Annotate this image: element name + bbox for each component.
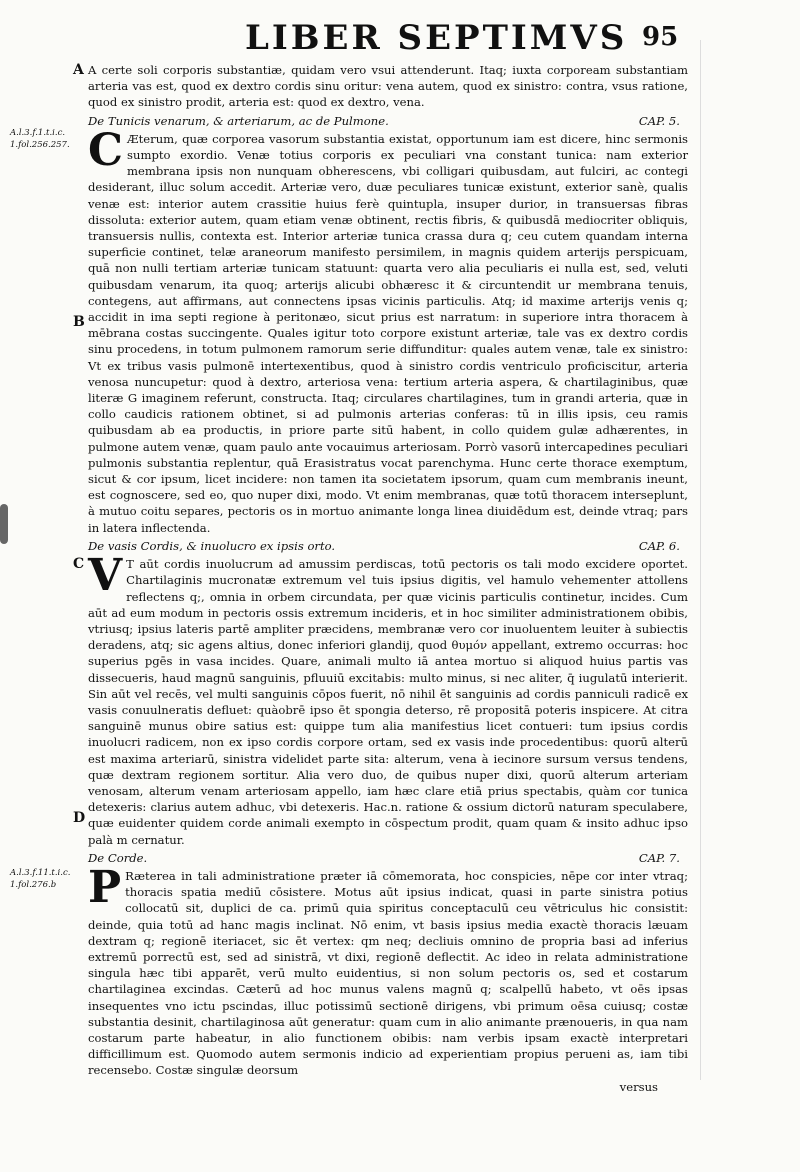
fold-shadow <box>700 40 701 1080</box>
running-title: LIBER SEPTIMVS <box>245 18 628 58</box>
chapter-7-text: Ræterea in tali administratione præter iā cōmemorata, hoc conspicies, nēpe cor inter vtraq; thoracis spatia mediū cōsistere. Motus aūt ipsius indicat, quasi in parte sinistra potius collocatū sit, duplici de ca. primū quia spiritus conceptaculū ceu vētriculus hic consistit: deinde, quia totū ad hanc magis inclinat. Nō enim, vt basis ipsius media exactè thoracis læuam dextram q; regionē iteriacet, sic ēt vertex: qm neq; decliuis omnino de propria basi ad inferius extremū porrectū est, sed ad sinistrā, vt dixi, regionē deflectit. Ac ideo in relata administratione singula hæc tibi apparēt, verū multo euidentius, si non solum pectoris os, sed et costarum chartilaginea excindas. Cæterū ad hoc munus valens magnū q; scalpellū habeto, vt oēs ipsas insequentes vno ictu pscindas, illuc potissimū sectionē dirigens, vbi primum oēsa cuiusq; costæ substantia desinit, chartilaginosa aūt generatur: quam cum in alio animante prænoueris, in qua nam costarum parte habeatur, in alio functionem obibis: nam verbis ipsam exactè interpretari difficillimum est. Quomodo autem sermonis indicio ad experientiam propius perueni as, iam tibi recensebo. Costæ singulæ deorsum <box>88 868 688 1078</box>
chapter-number: CAP. 6. <box>638 538 680 553</box>
chapter-heading-title: De Corde. <box>88 850 148 865</box>
margin-note: A.l.3.f.1.t.i.c. <box>10 128 66 138</box>
margin-section-letter: B <box>73 314 85 330</box>
chapter-heading-title: De vasis Cordis, & inuolucro ex ipsis orto. <box>88 538 336 553</box>
chapter-number: CAP. 5. <box>638 113 680 128</box>
catchword: versus <box>619 1079 658 1094</box>
page-number: 95 <box>642 22 679 52</box>
scan-binding-mark <box>0 504 8 544</box>
drop-cap: V <box>88 550 123 602</box>
margin-section-letter: C <box>73 556 85 572</box>
drop-cap: C <box>88 124 124 176</box>
margin-note: 1.fol.276.b <box>10 880 57 890</box>
margin-section-letter: D <box>73 810 86 826</box>
body-text <box>88 62 688 1095</box>
chapter-6-text: T aūt cordis inuolucrum ad amussim perdiscas, totū pectoris os tali modo excidere oportet. Chartilaginis mucronatæ extremum vel tuis ipsius digitis, vel hamulo vehementer attollens reflectens q;, omnia in orbem circundata, per quæ vicinis particulis continetur, incides. Cum aūt ad eum modum in pectoris ossis extremum incideris, et in hoc similiter administrationem obibis, vtriusq; ipsius lateris partē ampliter præcidens, membranæ vero cor inuoluentem leuiter à subiectis deradens, atq; sic agens altius, donec inferiori glandij, quod θυμόν appellant, extremo occurras: hoc superius pgēs in vasa incides. Quare, animali multo iā antea mortuo si aliquod huius partis vas dissecueris, haud magnū sanguinis, pfluuiū excitabis: multo minus, si nec aliter, q̄ iugulatū interierit. Sin aūt vel recēs, vel multi sanguinis cōpos fuerit, nō nihil ēt sanguinis ad cordis panniculi radicē ex vasis conuulneratis defluet: quàobrē ipso ēt spongia deterso, rē propositā poteris inspicere. At citra sanguinē munus obire satius est: quippe tum alia manifestius licet contueri: tum ipsius cordis inuolucri radicem, non ex ipso cordis corpore ortam, sed ex vasis inde procedentibus: quorū alterū est maxima arteriarū, sinistra videlidet parte sita: alterum, vena à iecinore sursum versus tendens, quæ dextram regionem sortitur. Alia vero duo, de quibus nuper dixi, quorū alterum arteriam venosam, alterum venam arteriosam appello, iam hæc clare etiā prius spectabis, quàm cor tunica detexeris: clarius autem adhuc, vbi detexeris. Hac.n. ratione & ossium dictorū naturam speculabere, quæ euidenter quidem corde animali exempto in cōspectum prodit, quam quam & insito adhuc ipso palà m cernatur. <box>88 557 688 847</box>
opening-paragraph: A certe soli corporis substantiæ, quidam vero vsui attenderunt. Itaq; iuxta corpoream substantiam arteria vas est, quod ex dextro cordis sinu oritur: vena autem, quod ex sinistro: contra, vsus ratione, quod ex sinistro prodit, arteria est: quod ex dextro, vena. <box>88 63 688 110</box>
chapter-5-text: Æterum, quæ corporea vasorum substantia existat, opportunum iam est dicere, hinc sermonis sumpto exordio. Venæ totius corporis ex peculiari vna constant tunica: nam exterior membrana ipsis non nunquam obherescens, vbi colligari quibusdam, aut fulciri, ac contegi desiderant, illuc solum accedit. Arteriæ vero, duæ peculiares tunicæ existunt, exterior sanè, qualis venæ est: interior autem crassitie huius ferè quintupla, insuper durior, in transuersas fibras dissoluta: exterior autem, quam etiam venæ obtinent, rectis fibris, & quibusdā mediocriter obliquis, transuersis nullis, contexta est. Interior arteriæ tunica crassa dura q; ceu cutem quandam interna superficie continet, telæ araneorum manifesto persimilem, in magnis quidem arterijs perspicuam, quā non nulli tertiam arteriæ tunicam statuunt: quarta vero alia peculiaris ei nulla est, sed, veluti quibusdam venarum, ita quoq; arterijs alicubi obhæresc it & circuntendit ur membrana tenuis, contegens, aut affirmans, aut connectens ipsas vicinis particulis. Atq; id maxime arterijs venis q; accidit in ima septi regione à peritonæo, sicut prius est narratum: in superiore intra thoracem à mēbrana costas succingente. Quales igitur toto corpore existunt arteriæ, tale vas ex dextro cordis sinu procedens, in totum pulmonem ramorum serie diffunditur: quales autem venæ, tale ex sinistro: Vt ex tribus vasis pulmonē intertexentibus, quod à sinistro cordis ventriculo proficiscitur, arteria venosa nuncupetur: quod à dextro, arteriosa vena: tertium arteria aspera, & chartilaginibus, quæ literæ G imaginem referunt, constructa. Itaq; circulares chartilagines, tum in grandi arteria, quæ in collo caudicis rationem obtinet, si ad pulmonis arterias conferas: tū in illis ipsis, ceu ramis quibusdam ab ea productis, in priore parte sitū habent, in collo quidem gulæ adhærentes, in pulmone autem venæ, quam paulo ante vocauimus arteriosam. Porrò vasorū intercapedines peculiari pulmonis substantia replentur, quā Erasistratus vocat parenchyma. Hunc certe thorace exemptum, sicut & cor ipsum, licet incidere: non tamen ita societatem ipsorum, quam cum membranis ineunt, est cognoscere, sed eo, quo nuper dixi, modo. Vt enim membranas, quæ totū thoracem interseplunt, à mutuo coitu separes, pectoris os in mortuo animante longa linea diuidēdum est, deinde vtraq; pars in latera inflectenda. <box>88 131 688 535</box>
margin-section-letter: A <box>73 62 84 78</box>
chapter-6-paragraph <box>88 550 688 848</box>
chapter-7-paragraph <box>88 861 688 1079</box>
chapter-heading-5 <box>88 113 688 129</box>
chapter-heading-7 <box>88 850 688 866</box>
chapter-5-paragraph <box>88 124 688 536</box>
margin-note: A.l.3.f.11.t.i.c. <box>10 868 71 878</box>
chapter-number: CAP. 7. <box>638 850 680 865</box>
chapter-heading-6 <box>88 538 688 554</box>
margin-note: 1.fol.256.257. <box>10 140 70 150</box>
drop-cap: P <box>88 861 122 913</box>
chapter-heading-title: De Tunicis venarum, & arteriarum, ac de Pulmone. <box>88 113 389 128</box>
